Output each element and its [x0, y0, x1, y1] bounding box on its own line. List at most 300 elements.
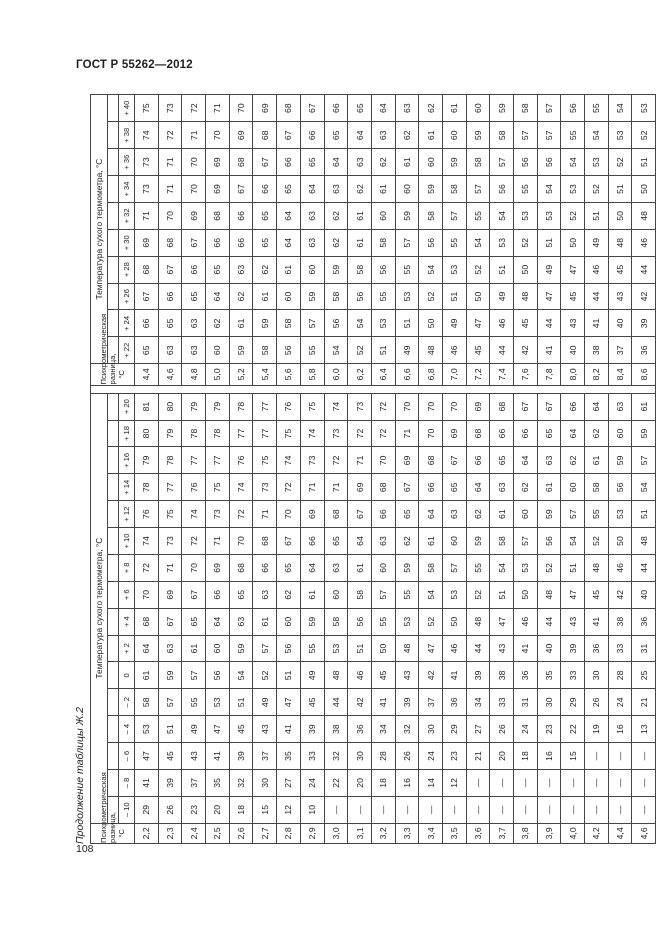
- humidity-cell: 61: [442, 95, 466, 122]
- humidity-cell: 64: [514, 447, 538, 474]
- humidity-cell: 51: [277, 662, 301, 689]
- humidity-cell: 57: [537, 122, 561, 149]
- humidity-cell: 69: [442, 420, 466, 447]
- humidity-cell: 56: [324, 310, 348, 337]
- header-spacer: [108, 662, 119, 689]
- table-row: [632, 95, 656, 844]
- psychro-value-left: 3,6: [466, 823, 490, 843]
- humidity-cell: 70: [395, 393, 419, 420]
- humidity-cell: 40: [608, 310, 632, 337]
- psychro-value-left: 4,6: [632, 823, 656, 843]
- table-row: [206, 95, 230, 844]
- humidity-cell: 68: [277, 95, 301, 122]
- humidity-cell: 51: [561, 554, 585, 581]
- humidity-cell: 51: [585, 202, 609, 229]
- humidity-cell: 58: [277, 310, 301, 337]
- humidity-cell: 60: [608, 420, 632, 447]
- humidity-cell: 26: [490, 716, 514, 743]
- humidity-cell: 49: [442, 310, 466, 337]
- humidity-cell: 36: [632, 337, 656, 364]
- humidity-cell: 66: [206, 229, 230, 256]
- humidity-cell: 55: [466, 202, 490, 229]
- humidity-cell: 68: [158, 229, 182, 256]
- humidity-cell: 66: [371, 501, 395, 528]
- psychro-value-right: 4,4: [135, 364, 159, 385]
- humidity-cell: —: [466, 796, 490, 823]
- humidity-cell: 78: [229, 393, 253, 420]
- header-spacer: [108, 122, 119, 149]
- humidity-cell: —: [419, 796, 443, 823]
- humidity-cell: 66: [229, 202, 253, 229]
- humidity-cell: 59: [300, 608, 324, 635]
- humidity-cell: —: [466, 769, 490, 796]
- humidity-cell: 58: [348, 581, 372, 608]
- humidity-cell: 78: [206, 420, 230, 447]
- humidity-cell: 69: [395, 447, 419, 474]
- humidity-cell: 61: [182, 635, 206, 662]
- humidity-cell: 54: [608, 95, 632, 122]
- humidity-cell: 56: [348, 283, 372, 310]
- humidity-cell: 66: [206, 581, 230, 608]
- humidity-cell: 67: [395, 474, 419, 501]
- humidity-cell: 65: [253, 229, 277, 256]
- humidity-cell: 67: [253, 149, 277, 176]
- humidity-cell: 38: [608, 608, 632, 635]
- humidity-cell: 72: [348, 420, 372, 447]
- humidity-cell: 58: [253, 337, 277, 364]
- humidity-cell: —: [632, 769, 656, 796]
- temp-header-left: + 20: [119, 393, 135, 420]
- humidity-cell: 54: [348, 310, 372, 337]
- humidity-cell: 31: [514, 689, 538, 716]
- humidity-cell: 50: [608, 202, 632, 229]
- humidity-cell: 33: [490, 689, 514, 716]
- psychro-value-left: 2,4: [182, 823, 206, 843]
- humidity-cell: 65: [324, 528, 348, 555]
- psychro-value-left: 3,1: [348, 823, 372, 843]
- humidity-cell: 52: [561, 202, 585, 229]
- humidity-cell: 41: [514, 635, 538, 662]
- psychro-value-left: 2,5: [206, 823, 230, 843]
- humidity-cell: 54: [466, 229, 490, 256]
- temp-header-right: + 34: [119, 176, 135, 203]
- table-separator: [371, 385, 395, 393]
- humidity-cell: 38: [585, 337, 609, 364]
- humidity-cell: 66: [324, 95, 348, 122]
- humidity-cell: 46: [585, 256, 609, 283]
- humidity-cell: 46: [442, 635, 466, 662]
- psychro-value-right: 6,4: [371, 364, 395, 385]
- humidity-cell: 63: [300, 202, 324, 229]
- humidity-cell: 25: [632, 662, 656, 689]
- humidity-cell: 60: [300, 256, 324, 283]
- table-row: [395, 95, 419, 844]
- humidity-cell: 45: [300, 689, 324, 716]
- humidity-cell: 42: [348, 689, 372, 716]
- humidity-cell: 50: [514, 581, 538, 608]
- header-spacer: [108, 581, 119, 608]
- humidity-cell: 24: [514, 716, 538, 743]
- humidity-cell: 49: [300, 662, 324, 689]
- humidity-cell: 55: [395, 581, 419, 608]
- humidity-cell: 63: [158, 635, 182, 662]
- humidity-cell: 59: [419, 176, 443, 203]
- header-spacer: [108, 743, 119, 770]
- psychro-value-left: 3,7: [490, 823, 514, 843]
- temp-header-left: + 10: [119, 528, 135, 555]
- humidity-cell: 48: [324, 662, 348, 689]
- humidity-cell: 28: [608, 662, 632, 689]
- humidity-cell: 52: [608, 149, 632, 176]
- humidity-cell: 62: [395, 528, 419, 555]
- humidity-cell: —: [395, 796, 419, 823]
- humidity-cell: 30: [253, 769, 277, 796]
- humidity-cell: 64: [561, 420, 585, 447]
- temp-header-right: + 32: [119, 202, 135, 229]
- humidity-cell: 56: [537, 149, 561, 176]
- humidity-cell: 65: [182, 608, 206, 635]
- humidity-cell: 46: [632, 229, 656, 256]
- humidity-cell: 43: [561, 310, 585, 337]
- humidity-cell: 75: [206, 474, 230, 501]
- humidity-cell: 45: [514, 310, 538, 337]
- humidity-cell: 62: [229, 283, 253, 310]
- humidity-cell: 32: [324, 743, 348, 770]
- humidity-cell: —: [490, 796, 514, 823]
- humidity-cell: 61: [300, 581, 324, 608]
- table-separator: [206, 385, 230, 393]
- psychro-value-left: 4,4: [608, 823, 632, 843]
- humidity-cell: 68: [253, 528, 277, 555]
- humidity-cell: 77: [206, 447, 230, 474]
- humidity-cell: 56: [277, 635, 301, 662]
- humidity-cell: 65: [206, 256, 230, 283]
- humidity-cell: 67: [442, 447, 466, 474]
- humidity-cell: 58: [371, 229, 395, 256]
- humidity-cell: 64: [206, 283, 230, 310]
- humidity-cell: 71: [158, 149, 182, 176]
- psychro-value-right: 6,0: [324, 364, 348, 385]
- humidity-cell: 37: [182, 769, 206, 796]
- humidity-cell: 52: [632, 122, 656, 149]
- table-separator: [108, 385, 119, 393]
- table-separator: [537, 385, 561, 393]
- humidity-cell: 29: [135, 796, 159, 823]
- header-spacer: [108, 393, 119, 420]
- psychro-value-right: 7,2: [466, 364, 490, 385]
- humidity-cell: 63: [300, 229, 324, 256]
- humidity-cell: 49: [395, 337, 419, 364]
- humidity-cell: 70: [158, 202, 182, 229]
- humidity-cell: 73: [253, 474, 277, 501]
- table-separator: [277, 385, 301, 393]
- humidity-cell: 44: [585, 283, 609, 310]
- humidity-cell: 10: [300, 796, 324, 823]
- humidity-cell: 60: [561, 474, 585, 501]
- humidity-cell: 50: [419, 310, 443, 337]
- humidity-cell: 12: [277, 796, 301, 823]
- header-spacer: [108, 554, 119, 581]
- humidity-cell: 64: [206, 608, 230, 635]
- humidity-cell: 39: [229, 743, 253, 770]
- humidity-cell: 66: [253, 554, 277, 581]
- humidity-cell: —: [442, 796, 466, 823]
- humidity-cell: 74: [182, 501, 206, 528]
- humidity-cell: 75: [253, 447, 277, 474]
- humidity-cell: 32: [395, 716, 419, 743]
- humidity-cell: 57: [490, 149, 514, 176]
- humidity-cell: 64: [419, 501, 443, 528]
- humidity-cell: 63: [490, 474, 514, 501]
- humidity-cell: 48: [514, 283, 538, 310]
- humidity-cell: 54: [229, 662, 253, 689]
- humidity-cell: 67: [229, 176, 253, 203]
- temp-header-left: + 2: [119, 635, 135, 662]
- psychro-value-right: 5,2: [229, 364, 253, 385]
- humidity-cell: 53: [514, 554, 538, 581]
- humidity-cell: 55: [182, 689, 206, 716]
- humidity-cell: 78: [182, 420, 206, 447]
- humidity-cell: 29: [442, 716, 466, 743]
- humidity-cell: 44: [537, 608, 561, 635]
- humidity-cell: 26: [585, 689, 609, 716]
- humidity-cell: 41: [206, 743, 230, 770]
- humidity-cell: 75: [277, 420, 301, 447]
- header-spacer: [108, 716, 119, 743]
- humidity-cell: 53: [371, 310, 395, 337]
- humidity-cell: 12: [442, 769, 466, 796]
- humidity-cell: 61: [419, 122, 443, 149]
- humidity-cell: 61: [632, 393, 656, 420]
- humidity-cell: 69: [229, 122, 253, 149]
- psychro-value-right: 5,4: [253, 364, 277, 385]
- humidity-cell: 53: [442, 256, 466, 283]
- humidity-cell: 54: [324, 337, 348, 364]
- humidity-cell: 54: [419, 581, 443, 608]
- humidity-cell: 43: [490, 635, 514, 662]
- humidity-cell: 15: [253, 796, 277, 823]
- humidity-cell: 66: [466, 447, 490, 474]
- header-spacer: [108, 283, 119, 310]
- humidity-cell: 56: [490, 176, 514, 203]
- humidity-cell: 18: [371, 769, 395, 796]
- humidity-cell: 61: [229, 310, 253, 337]
- humidity-cell: 55: [561, 122, 585, 149]
- humidity-cell: 38: [490, 662, 514, 689]
- humidity-cell: 51: [158, 716, 182, 743]
- humidity-cell: 63: [395, 95, 419, 122]
- humidity-cell: 68: [229, 149, 253, 176]
- humidity-cell: 67: [514, 393, 538, 420]
- humidity-cell: 76: [135, 501, 159, 528]
- humidity-cell: 77: [182, 447, 206, 474]
- table-separator: [91, 385, 108, 393]
- humidity-cell: 41: [585, 310, 609, 337]
- temp-header-right: + 38: [119, 122, 135, 149]
- humidity-cell: 72: [158, 122, 182, 149]
- table-row: [348, 95, 372, 844]
- humidity-cell: 73: [206, 501, 230, 528]
- humidity-cell: 51: [348, 635, 372, 662]
- humidity-cell: 62: [585, 420, 609, 447]
- header-spacer: [108, 149, 119, 176]
- table-row: [419, 95, 443, 844]
- humidity-cell: 16: [395, 769, 419, 796]
- header-spacer: [108, 635, 119, 662]
- table-row: [466, 95, 490, 844]
- humidity-cell: 71: [158, 554, 182, 581]
- psychro-value-right: 5,6: [277, 364, 301, 385]
- humidity-cell: 43: [253, 716, 277, 743]
- table-separator: [348, 385, 372, 393]
- humidity-cell: 21: [466, 743, 490, 770]
- humidity-cell: 48: [466, 608, 490, 635]
- psychro-value-left: 4,2: [585, 823, 609, 843]
- humidity-cell: 50: [514, 256, 538, 283]
- humidity-cell: 55: [395, 256, 419, 283]
- humidity-cell: 60: [206, 337, 230, 364]
- humidity-cell: —: [585, 796, 609, 823]
- humidity-cell: 59: [632, 420, 656, 447]
- humidity-cell: 57: [514, 122, 538, 149]
- temp-header-left: + 12: [119, 501, 135, 528]
- humidity-cell: 40: [632, 581, 656, 608]
- humidity-cell: 45: [608, 256, 632, 283]
- humidity-cell: 70: [371, 447, 395, 474]
- humidity-cell: 61: [419, 528, 443, 555]
- humidity-cell: 58: [419, 554, 443, 581]
- humidity-cell: 67: [182, 581, 206, 608]
- rotated-table-block: [74, 94, 649, 844]
- header-spacer: [108, 769, 119, 796]
- humidity-cell: 68: [135, 608, 159, 635]
- humidity-cell: 61: [490, 501, 514, 528]
- table-separator: [119, 385, 135, 393]
- humidity-cell: 68: [253, 122, 277, 149]
- humidity-cell: 59: [324, 256, 348, 283]
- humidity-cell: 59: [395, 554, 419, 581]
- psychro-value-right: 5,0: [206, 364, 230, 385]
- humidity-cell: 50: [442, 608, 466, 635]
- humidity-cell: 69: [348, 474, 372, 501]
- humidity-cell: 48: [608, 229, 632, 256]
- humidity-cell: 67: [537, 393, 561, 420]
- humidity-cell: 52: [419, 283, 443, 310]
- humidity-cell: 67: [158, 608, 182, 635]
- temp-header-right: + 30: [119, 229, 135, 256]
- psychro-value-left: 3,8: [514, 823, 538, 843]
- humidity-cell: 27: [277, 769, 301, 796]
- temp-header-left: + 16: [119, 447, 135, 474]
- humidity-cell: 39: [300, 716, 324, 743]
- temp-header-left: – 4: [119, 716, 135, 743]
- humidity-cell: 71: [158, 176, 182, 203]
- humidity-cell: 53: [561, 176, 585, 203]
- humidity-cell: 63: [182, 337, 206, 364]
- humidity-cell: 67: [348, 501, 372, 528]
- humidity-cell: 53: [585, 149, 609, 176]
- humidity-cell: 34: [466, 689, 490, 716]
- humidity-cell: 62: [206, 310, 230, 337]
- temp-header-left: + 14: [119, 474, 135, 501]
- humidity-cell: 48: [632, 528, 656, 555]
- humidity-cell: 62: [371, 149, 395, 176]
- humidity-cell: 49: [182, 716, 206, 743]
- humidity-cell: 60: [466, 95, 490, 122]
- humidity-cell: 66: [514, 420, 538, 447]
- psychro-value-right: 4,8: [182, 364, 206, 385]
- humidity-cell: 64: [277, 202, 301, 229]
- humidity-cell: 66: [182, 256, 206, 283]
- humidity-cell: 64: [300, 554, 324, 581]
- humidity-cell: 54: [419, 256, 443, 283]
- humidity-cell: 55: [300, 635, 324, 662]
- humidity-cell: 75: [158, 501, 182, 528]
- table-separator: [490, 385, 514, 393]
- table-separator: [632, 385, 656, 393]
- humidity-cell: —: [514, 796, 538, 823]
- humidity-cell: 66: [135, 310, 159, 337]
- humidity-cell: 60: [371, 554, 395, 581]
- humidity-cell: 54: [585, 122, 609, 149]
- humidity-cell: 55: [514, 176, 538, 203]
- table-separator: [466, 385, 490, 393]
- humidity-cell: 70: [419, 420, 443, 447]
- humidity-cell: 42: [632, 283, 656, 310]
- humidity-cell: 61: [348, 554, 372, 581]
- humidity-cell: 62: [253, 256, 277, 283]
- table-row: [300, 95, 324, 844]
- humidity-cell: 44: [324, 689, 348, 716]
- humidity-cell: 64: [348, 122, 372, 149]
- humidity-cell: 57: [182, 662, 206, 689]
- humidity-cell: 58: [442, 176, 466, 203]
- humidity-cell: 56: [537, 528, 561, 555]
- humidity-cell: 55: [300, 337, 324, 364]
- table-separator: [300, 385, 324, 393]
- humidity-cell: 30: [348, 743, 372, 770]
- psychro-value-right: 6,6: [395, 364, 419, 385]
- humidity-cell: 58: [490, 122, 514, 149]
- humidity-cell: 39: [466, 662, 490, 689]
- humidity-cell: 71: [395, 420, 419, 447]
- humidity-cell: 71: [300, 474, 324, 501]
- humidity-cell: 68: [466, 420, 490, 447]
- humidity-cell: 52: [253, 662, 277, 689]
- humidity-cell: 51: [632, 149, 656, 176]
- temp-header-right: + 26: [119, 283, 135, 310]
- humidity-cell: 44: [490, 337, 514, 364]
- humidity-cell: 63: [348, 149, 372, 176]
- humidity-cell: 60: [395, 176, 419, 203]
- humidity-cell: 18: [514, 743, 538, 770]
- humidity-cell: 64: [466, 474, 490, 501]
- humidity-cell: 65: [253, 202, 277, 229]
- humidity-cell: 24: [300, 769, 324, 796]
- humidity-cell: 69: [206, 554, 230, 581]
- humidity-cell: 43: [395, 662, 419, 689]
- humidity-cell: —: [585, 743, 609, 770]
- humidity-cell: 64: [371, 95, 395, 122]
- humidity-cell: 74: [300, 420, 324, 447]
- humidity-cell: 36: [514, 662, 538, 689]
- humidity-cell: 62: [324, 202, 348, 229]
- humidity-cell: 51: [608, 176, 632, 203]
- psychro-value-left: 2,9: [300, 823, 324, 843]
- humidity-cell: 19: [585, 716, 609, 743]
- humidity-cell: 44: [632, 256, 656, 283]
- humidity-cell: 58: [466, 149, 490, 176]
